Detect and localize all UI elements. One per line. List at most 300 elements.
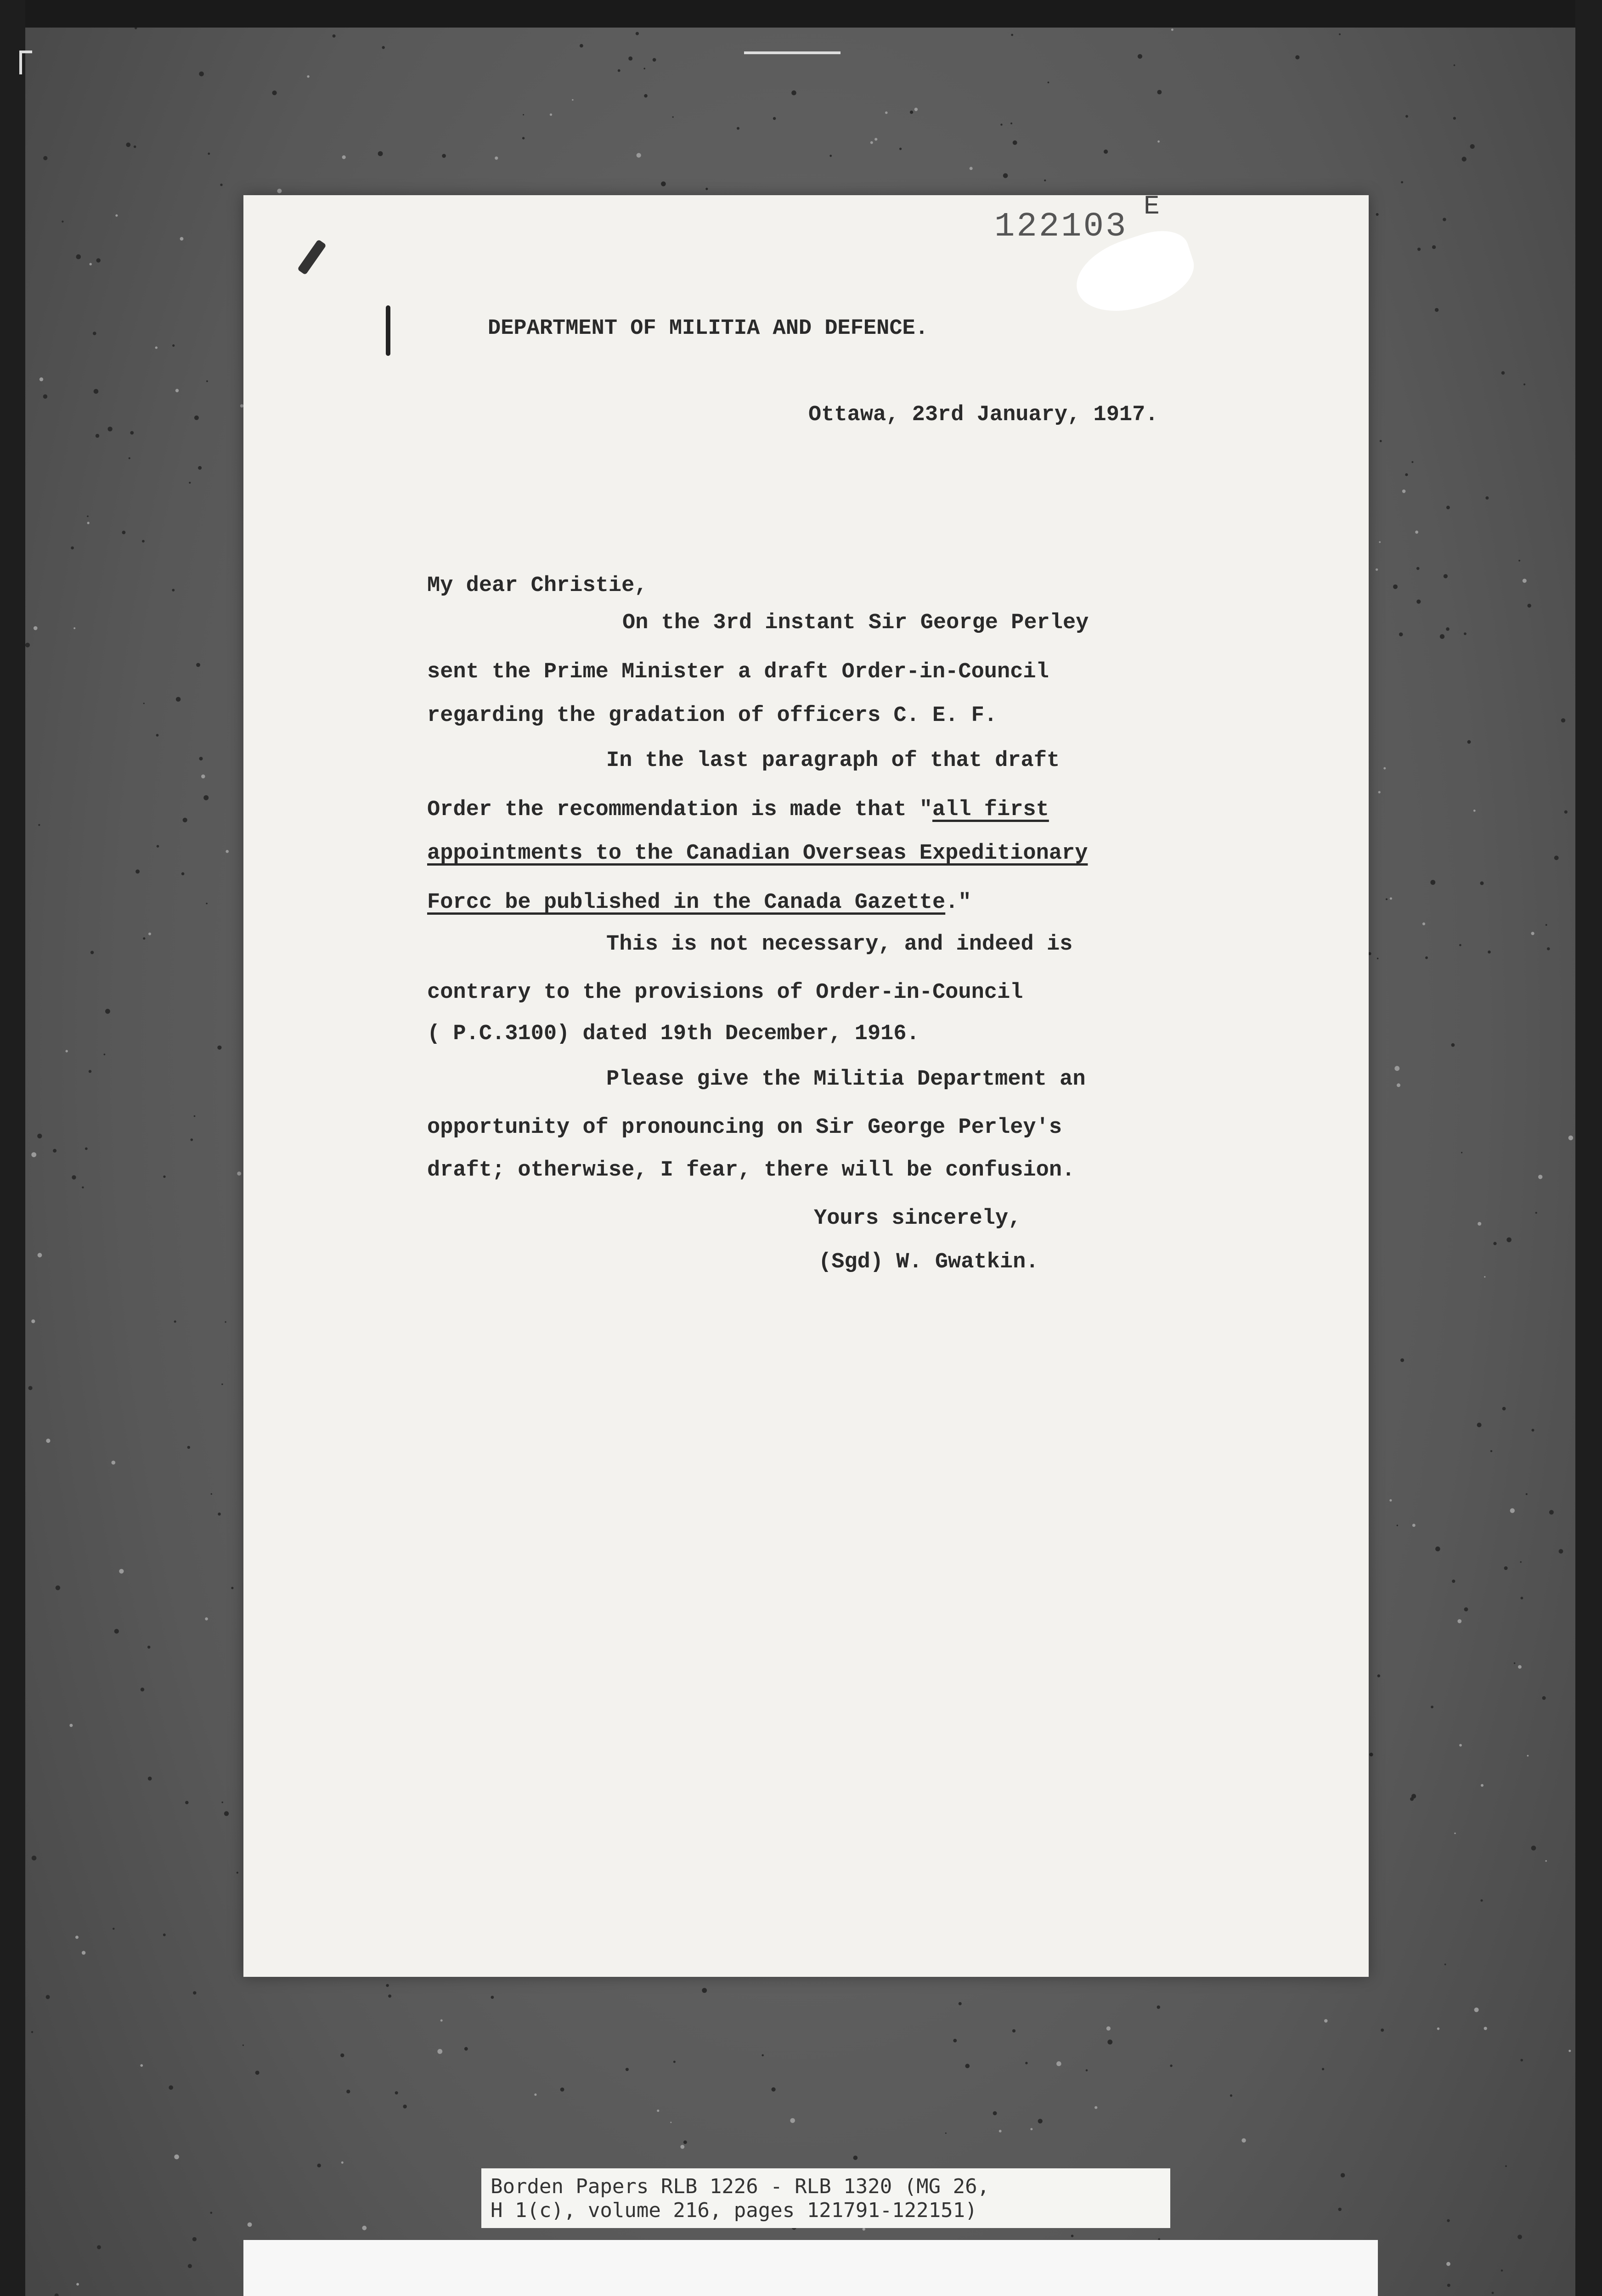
film-speckle xyxy=(148,933,151,935)
film-speckle xyxy=(172,589,175,591)
film-speckle xyxy=(661,181,666,186)
film-speckle xyxy=(683,2140,687,2144)
film-speckle xyxy=(1432,245,1436,249)
film-speckle xyxy=(1171,28,1173,31)
film-speckle xyxy=(172,344,175,347)
film-speckle xyxy=(1322,2068,1324,2070)
film-speckle xyxy=(442,154,446,158)
film-speckle xyxy=(94,389,99,394)
film-speckle xyxy=(1454,64,1455,66)
film-speckle xyxy=(1012,2029,1015,2032)
film-speckle xyxy=(1338,2208,1342,2211)
film-speckle xyxy=(62,220,63,222)
film-speckle xyxy=(82,1951,85,1954)
film-speckle xyxy=(680,2145,684,2149)
film-speckle xyxy=(899,148,902,150)
film-speckle xyxy=(1459,944,1461,946)
film-speckle xyxy=(672,116,674,118)
film-speckle xyxy=(43,156,47,160)
film-speckle xyxy=(1454,1833,1455,1834)
film-speckle xyxy=(1488,951,1491,954)
film-speckle xyxy=(341,2161,344,2164)
film-speckle xyxy=(1559,1549,1563,1553)
film-speckle xyxy=(945,2133,947,2134)
film-speckle xyxy=(206,380,208,382)
film-speckle xyxy=(93,332,96,335)
film-speckle xyxy=(1481,1784,1484,1787)
film-speckle xyxy=(1520,2059,1523,2062)
film-speckle xyxy=(1295,55,1299,59)
film-speckle xyxy=(1415,530,1418,534)
film-speckle xyxy=(1389,1499,1392,1502)
film-speckle xyxy=(440,2020,443,2022)
film-speckle xyxy=(201,775,205,779)
film-speckle xyxy=(237,1872,238,1874)
stamp-suffix: E xyxy=(1144,192,1160,222)
film-speckle xyxy=(192,2237,197,2241)
letter-line: This is not necessary, and indeed is xyxy=(606,932,1073,957)
film-speckle xyxy=(1470,144,1475,149)
film-speckle xyxy=(1538,1175,1542,1179)
film-speckle xyxy=(1444,574,1448,578)
film-speckle xyxy=(90,951,94,954)
film-speckle xyxy=(71,546,74,550)
film-speckle xyxy=(523,114,524,115)
film-speckle xyxy=(31,2031,33,2033)
film-speckle xyxy=(1521,1597,1523,1599)
film-speckle xyxy=(38,1253,42,1257)
film-speckle xyxy=(126,142,130,147)
film-speckle xyxy=(272,90,277,95)
film-speckle xyxy=(1030,2128,1032,2130)
film-speckle xyxy=(1464,632,1467,635)
reference-line: H 1(c), volume 216, pages 121791-122151) xyxy=(491,2199,977,2222)
film-speckle xyxy=(194,1115,196,1117)
film-speckle xyxy=(342,155,346,159)
film-speckle xyxy=(791,90,796,96)
film-speckle xyxy=(395,2091,398,2094)
top-rule-mark xyxy=(744,51,840,54)
film-speckle xyxy=(1447,2219,1450,2222)
film-speckle xyxy=(1011,34,1013,36)
letter-underlined-text: Forcc be published in the Canada Gazette xyxy=(427,890,946,915)
film-speckle xyxy=(673,2061,676,2063)
film-speckle xyxy=(248,2223,252,2227)
film-speckle xyxy=(464,2047,468,2051)
film-speckle xyxy=(89,1070,91,1073)
film-speckle xyxy=(32,1856,37,1861)
film-speckle xyxy=(1564,810,1568,814)
film-speckle xyxy=(104,1053,106,1055)
film-speckle xyxy=(1568,2050,1571,2052)
film-speckle xyxy=(43,394,47,399)
film-speckle xyxy=(155,346,158,349)
film-speckle xyxy=(1381,2029,1384,2032)
film-speckle xyxy=(1376,568,1378,571)
film-speckle xyxy=(1532,1429,1534,1432)
letter-signature: (Sgd) W. Gwatkin. xyxy=(818,1250,1039,1274)
film-speckle xyxy=(1377,958,1379,960)
film-speckle xyxy=(210,2212,213,2214)
film-speckle xyxy=(115,214,118,217)
film-speckle xyxy=(34,626,38,630)
film-speckle xyxy=(119,1569,124,1574)
film-speckle xyxy=(1401,181,1403,183)
film-speckle xyxy=(1506,1238,1512,1243)
film-speckle xyxy=(73,627,75,629)
letter-text-plain: Order the recommendation is made that " xyxy=(427,798,932,822)
film-speckle xyxy=(626,2068,629,2071)
film-speckle xyxy=(1453,117,1456,120)
film-speckle xyxy=(1478,1222,1481,1226)
film-speckle xyxy=(1422,923,1425,925)
letter-line xyxy=(427,892,971,913)
film-speckle xyxy=(1437,2027,1440,2030)
film-speckle xyxy=(307,75,309,78)
film-speckle xyxy=(1390,897,1392,900)
film-speckle xyxy=(225,1321,226,1322)
film-speckle xyxy=(643,68,645,70)
film-speckle xyxy=(157,845,159,848)
letter-header: DEPARTMENT OF MILITIA AND DEFENCE. xyxy=(488,316,928,341)
film-speckle xyxy=(1157,90,1162,95)
film-speckle xyxy=(163,1176,165,1178)
film-speckle xyxy=(66,1050,68,1052)
film-speckle xyxy=(46,1995,50,1999)
film-speckle xyxy=(1502,1407,1506,1411)
film-speckle xyxy=(1393,585,1398,589)
film-speckle xyxy=(580,44,583,48)
letter-line: contrary to the provisions of Order-in-Council xyxy=(427,980,1023,1005)
film-speckle xyxy=(1405,115,1408,118)
film-speckle xyxy=(37,1134,42,1138)
film-speckle xyxy=(1492,2292,1494,2294)
stamp-number: 122103 xyxy=(994,208,1128,246)
letter-line xyxy=(427,799,1049,821)
film-speckle xyxy=(203,795,209,800)
film-speckle xyxy=(437,2049,442,2054)
film-speckle xyxy=(885,112,888,114)
film-speckle xyxy=(96,434,99,438)
film-speckle xyxy=(1554,855,1559,860)
film-edge-top xyxy=(0,0,1602,28)
film-speckle xyxy=(1397,1083,1400,1087)
film-speckle xyxy=(176,697,181,702)
film-speckle xyxy=(205,1617,208,1621)
film-speckle xyxy=(194,416,199,420)
film-speckle xyxy=(1514,1662,1516,1664)
film-speckle xyxy=(1518,560,1520,562)
film-speckle xyxy=(572,99,573,101)
film-speckle xyxy=(386,1984,389,1987)
film-speckle xyxy=(180,237,184,241)
film-speckle xyxy=(1568,1136,1573,1140)
film-speckle xyxy=(340,2054,344,2057)
film-speckle xyxy=(1341,2173,1345,2178)
corner-crop-mark xyxy=(19,51,32,74)
film-speckle xyxy=(1003,173,1008,178)
film-speckle xyxy=(113,1928,114,1930)
film-speckle xyxy=(53,1149,56,1153)
film-speckle xyxy=(46,1439,50,1443)
film-speckle xyxy=(1106,2026,1111,2031)
film-speckle xyxy=(1010,123,1012,124)
film-speckle xyxy=(1443,218,1446,221)
film-speckle xyxy=(1546,924,1547,926)
letter-dateline: Ottawa, 23rd January, 1917. xyxy=(808,403,1158,427)
film-speckle xyxy=(169,2085,173,2090)
film-speckle xyxy=(1230,2094,1232,2097)
film-speckle xyxy=(163,1934,166,1936)
film-speckle xyxy=(76,2283,79,2286)
film-speckle xyxy=(196,663,200,667)
film-speckle xyxy=(970,167,973,170)
film-speckle xyxy=(198,466,202,470)
film-speckle xyxy=(135,869,140,873)
letter-line: sent the Prime Minister a draft Order-in-Council xyxy=(427,660,1049,684)
film-speckle xyxy=(191,1138,193,1141)
film-speckle xyxy=(1505,2165,1507,2167)
film-speckle xyxy=(31,1319,35,1323)
film-speckle xyxy=(218,1513,221,1516)
film-speckle xyxy=(999,2130,1002,2133)
film-speckle xyxy=(75,1936,79,1939)
film-speckle xyxy=(90,263,92,265)
film-speckle xyxy=(1523,579,1527,583)
film-speckle xyxy=(1386,898,1388,900)
film-speckle xyxy=(362,2226,367,2230)
film-speckle xyxy=(56,1586,60,1590)
film-speckle xyxy=(773,117,776,120)
film-speckle xyxy=(378,151,383,156)
film-speckle xyxy=(1056,2061,1061,2066)
film-speckle xyxy=(226,850,229,853)
letter-closing: Yours sincerely, xyxy=(814,1206,1021,1231)
film-speckle xyxy=(1504,1566,1508,1570)
film-speckle xyxy=(96,258,101,262)
film-speckle xyxy=(243,2044,244,2046)
film-speckle xyxy=(495,157,498,160)
reference-label xyxy=(481,2168,1170,2228)
film-speckle xyxy=(1435,308,1438,312)
film-speckle xyxy=(1461,1152,1462,1153)
film-edge-left xyxy=(0,0,25,2296)
letter-line: On the 3rd instant Sir George Perley xyxy=(622,611,1089,635)
film-speckle xyxy=(853,2155,858,2160)
film-speckle xyxy=(1484,2027,1487,2030)
film-speckle xyxy=(1425,957,1428,959)
film-speckle xyxy=(346,2090,350,2093)
film-speckle xyxy=(129,457,130,459)
film-speckle xyxy=(1104,150,1108,154)
film-speckle xyxy=(1452,1580,1455,1583)
film-speckle xyxy=(28,1386,33,1390)
film-speckle xyxy=(1394,1066,1399,1071)
film-speckle xyxy=(636,32,639,35)
film-speckle xyxy=(1241,2138,1246,2143)
letter-line: Please give the Militia Department an xyxy=(606,1067,1086,1092)
film-speckle xyxy=(1397,1525,1398,1526)
film-speckle xyxy=(1107,2040,1112,2045)
film-speckle xyxy=(1518,1665,1522,1669)
film-speckle xyxy=(143,703,145,704)
film-speckle xyxy=(141,1688,144,1691)
film-speckle xyxy=(25,643,30,647)
film-speckle xyxy=(220,184,222,186)
letter-line: ( P.C.3100) dated 19th December, 1916. xyxy=(427,1022,919,1046)
film-speckle xyxy=(87,516,89,518)
film-speckle xyxy=(1446,506,1450,509)
letter-line: In the last paragraph of that draft xyxy=(606,748,1060,773)
letter-underlined-line: appointments to the Canadian Overseas Expeditionary xyxy=(427,841,1088,866)
film-speckle xyxy=(1531,1846,1536,1851)
film-speckle xyxy=(140,2064,143,2067)
film-speckle xyxy=(221,1801,223,1803)
film-speckle xyxy=(1484,1276,1485,1277)
film-speckle xyxy=(134,146,136,148)
film-speckle xyxy=(1459,1744,1462,1747)
film-speckle xyxy=(1378,791,1381,793)
film-speckle xyxy=(1473,810,1476,812)
film-speckle xyxy=(1048,82,1049,84)
film-speckle xyxy=(560,2088,564,2092)
film-speckle xyxy=(1467,740,1471,744)
film-speckle xyxy=(657,2110,659,2112)
film-speckle xyxy=(1383,767,1386,770)
film-speckle xyxy=(85,1148,88,1150)
film-speckle xyxy=(829,155,832,157)
film-speckle xyxy=(1446,627,1450,631)
film-speckle xyxy=(1417,248,1421,251)
film-speckle xyxy=(217,1046,221,1050)
film-speckle xyxy=(1527,1755,1529,1757)
film-speckle xyxy=(185,1801,188,1804)
film-speckle xyxy=(76,254,81,259)
film-speckle xyxy=(148,1777,152,1781)
film-speckle xyxy=(914,108,918,111)
film-speckle xyxy=(142,540,145,543)
film-speckle xyxy=(1412,1524,1416,1527)
letter-line: draft; otherwise, I fear, there will be confusion. xyxy=(427,1158,1075,1182)
film-speckle xyxy=(870,141,873,144)
film-speckle xyxy=(237,1171,241,1176)
film-speckle xyxy=(1380,440,1382,442)
film-speckle xyxy=(534,2093,536,2096)
film-speckle xyxy=(1411,461,1413,463)
film-speckle xyxy=(1038,2119,1043,2123)
film-speckle xyxy=(107,427,112,431)
film-speckle xyxy=(38,824,40,826)
film-speckle xyxy=(1561,718,1565,722)
film-speckle xyxy=(1493,1242,1496,1245)
film-speckle xyxy=(1542,1696,1546,1700)
film-speckle xyxy=(277,189,282,193)
film-speckle xyxy=(187,1446,190,1449)
film-speckle xyxy=(1430,880,1435,885)
film-speckle xyxy=(1094,2106,1097,2109)
film-speckle xyxy=(1446,2262,1450,2266)
film-speckle xyxy=(114,1629,119,1633)
reference-line: Borden Papers RLB 1226 - RLB 1320 (MG 26, xyxy=(491,2175,990,2198)
film-speckle xyxy=(1480,881,1484,885)
film-speckle xyxy=(112,1461,116,1465)
film-speckle xyxy=(1457,1619,1461,1623)
film-speckle xyxy=(1044,180,1046,181)
film-speckle xyxy=(1416,567,1420,570)
film-speckle xyxy=(1339,34,1341,35)
film-speckle xyxy=(87,522,90,524)
film-speckle xyxy=(105,1009,110,1014)
film-speckle xyxy=(97,2245,101,2249)
film-speckle xyxy=(1431,1705,1433,1708)
film-speckle xyxy=(1535,1212,1537,1214)
film-speckle xyxy=(1410,1797,1414,1801)
film-speckle xyxy=(55,2293,59,2296)
film-speckle xyxy=(231,1587,233,1589)
film-speckle xyxy=(959,2002,962,2005)
film-speckle xyxy=(910,111,913,114)
film-speckle xyxy=(317,2164,321,2167)
film-speckle xyxy=(1477,1423,1482,1427)
film-speckle xyxy=(221,1384,223,1385)
film-speckle xyxy=(147,1646,150,1649)
film-speckle xyxy=(403,2105,406,2108)
film-speckle xyxy=(255,2071,259,2075)
film-speckle xyxy=(737,127,739,130)
film-speckle xyxy=(965,2064,970,2068)
film-speckle xyxy=(705,188,708,190)
film-speckle xyxy=(1501,2269,1503,2272)
film-speckle xyxy=(1523,383,1525,385)
film-speckle xyxy=(1400,1358,1404,1362)
film-speckle xyxy=(189,482,191,484)
film-speckle xyxy=(772,2088,776,2092)
film-speckle xyxy=(702,1988,707,1993)
film-speckle xyxy=(1157,2005,1160,2009)
film-speckle xyxy=(211,1493,212,1495)
film-speckle xyxy=(953,2039,957,2043)
film-speckle xyxy=(193,1991,196,1994)
film-speckle xyxy=(388,1994,391,1998)
margin-stroke xyxy=(386,305,390,356)
film-speckle xyxy=(188,2264,192,2268)
film-speckle xyxy=(653,58,656,62)
film-speckle xyxy=(1013,141,1017,145)
film-speckle xyxy=(206,903,208,905)
film-speckle xyxy=(82,1187,84,1188)
film-speckle xyxy=(550,113,552,116)
film-speckle xyxy=(874,138,877,141)
film-speckle xyxy=(181,872,185,876)
film-speckle xyxy=(224,1811,229,1816)
film-speckle xyxy=(863,2228,865,2231)
film-speckle xyxy=(628,56,632,61)
film-speckle xyxy=(382,46,385,49)
film-speckle xyxy=(31,1152,36,1157)
film-speckle xyxy=(1451,1043,1455,1047)
letter-text-plain: ." xyxy=(945,890,971,915)
letter-line: opportunity of pronouncing on Sir George Perley's xyxy=(427,1115,1062,1140)
film-speckle xyxy=(1490,1450,1492,1452)
film-speckle xyxy=(72,1175,76,1179)
film-speckle xyxy=(1416,600,1421,604)
film-speckle xyxy=(1138,54,1142,59)
film-speckle xyxy=(199,72,204,77)
film-speckle xyxy=(1510,1508,1515,1513)
film-speckle xyxy=(1528,604,1531,608)
film-speckle xyxy=(1402,490,1406,493)
film-speckle xyxy=(1464,1607,1468,1611)
